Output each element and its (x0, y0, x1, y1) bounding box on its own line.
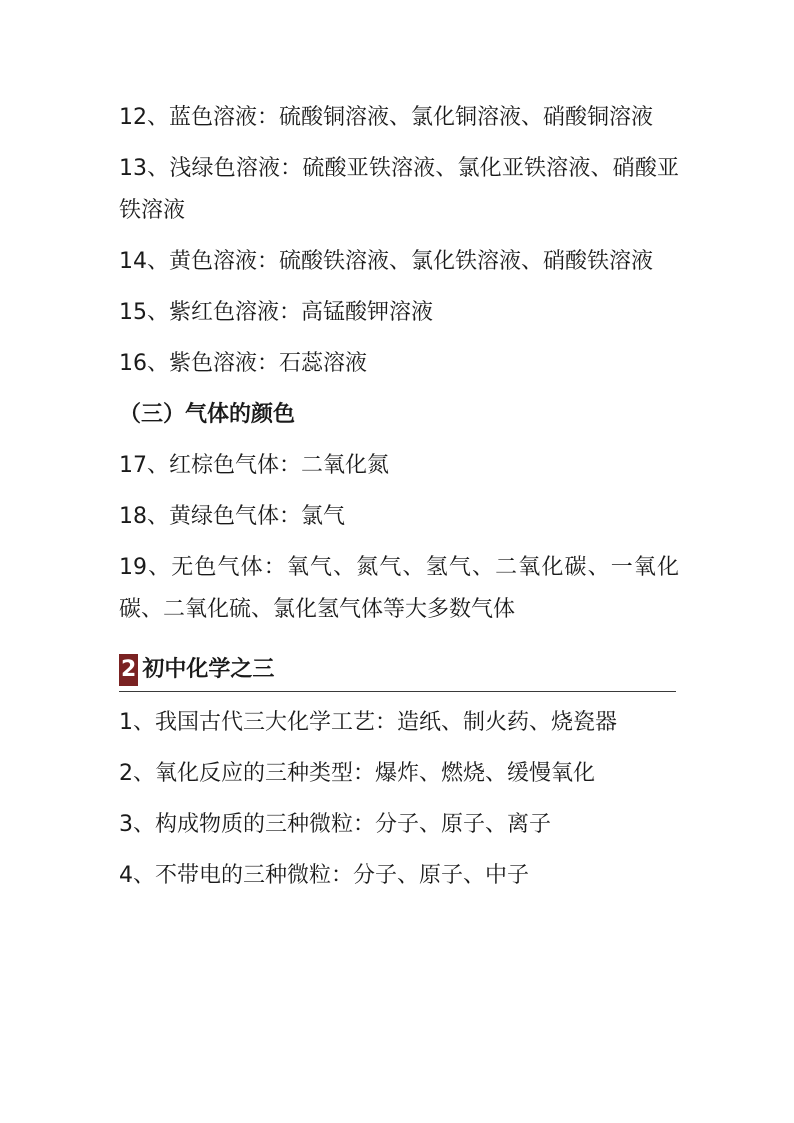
list-item: 3、构成物质的三种微粒：分子、原子、离子 (119, 812, 551, 837)
list-item: 12、蓝色溶液：硫酸铜溶液、氯化铜溶液、硝酸铜溶液 (119, 105, 653, 130)
list-item: 17、红棕色气体：二氧化氮 (119, 453, 389, 478)
list-item: 1、我国古代三大化学工艺：造纸、制火药、烧瓷器 (119, 710, 617, 735)
section-heading (119, 649, 676, 692)
list-item: 14、黄色溶液：硫酸铁溶液、氯化铁溶液、硝酸铁溶液 (119, 249, 653, 274)
subheading: （三）气体的颜色 (119, 402, 296, 427)
list-item: 18、黄绿色气体：氯气 (119, 504, 345, 529)
list-item: 16、紫色溶液：石蕊溶液 (119, 351, 367, 376)
list-item: 13、浅绿色溶液：硫酸亚铁溶液、氯化亚铁溶液、硝酸亚铁溶液 (119, 156, 679, 223)
list-item: 15、紫红色溶液：高锰酸钾溶液 (119, 300, 433, 325)
list-item: 19、无色气体：氧气、氮气、氢气、二氧化碳、一氧化碳、二氧化硫、氯化氢气体等大多数气体 (119, 555, 679, 622)
list-item: 4、不带电的三种微粒：分子、原子、中子 (119, 863, 529, 888)
list-item: 2、氧化反应的三种类型：爆炸、燃烧、缓慢氧化 (119, 761, 595, 786)
section-number-badge: 2 (119, 654, 138, 686)
document-page (119, 97, 679, 906)
section-title: 初中化学之三 (142, 657, 275, 682)
